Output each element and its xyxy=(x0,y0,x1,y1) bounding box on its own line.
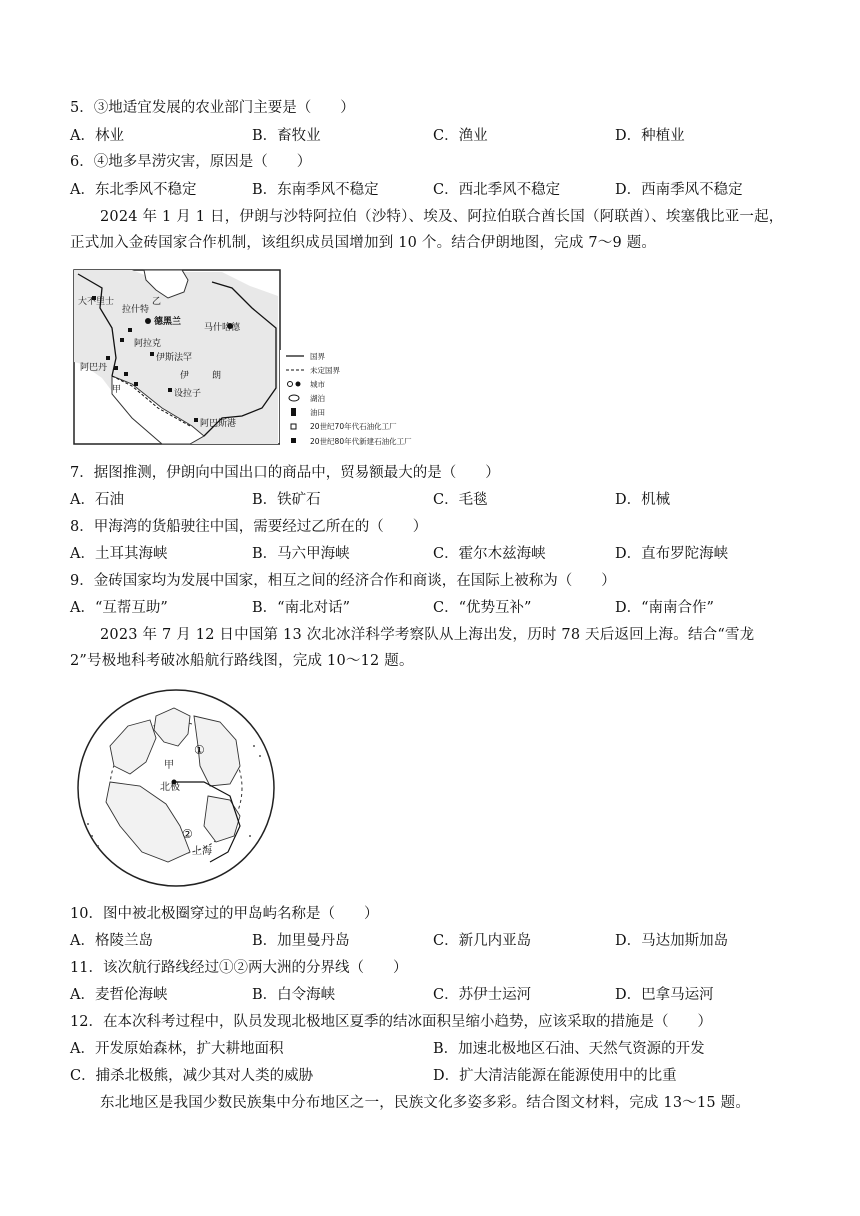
q5-option-d: D．种植业 xyxy=(615,128,685,144)
question-10-stem: 10．图中被北极圈穿过的甲岛屿名称是（ ） xyxy=(70,906,379,922)
iran-map xyxy=(72,268,418,450)
q11-option-c: C．苏伊士运河 xyxy=(433,987,532,1003)
svg-text:20世纪80年代新建石油化工厂: 20世纪80年代新建石油化工厂 xyxy=(310,437,412,446)
iran-passage: 2024 年 1 月 1 日，伊朗与沙特阿拉伯（沙特）、埃及、阿拉伯联合酋长国（阿联酋）、埃塞俄比亚一起，正式加入金砖国家合作机制，该组织成员国增加到 10 个。结合伊朗地图，完成 7～9 题。 xyxy=(70,209,784,251)
svg-text:湖泊: 湖泊 xyxy=(310,394,325,403)
question-12-stem: 12．在本次科考过程中，队员发现北极地区夏季的结冰面积呈缩小趋势，应该采取的措施是（ ） xyxy=(70,1014,712,1030)
q10-option-b: B．加里曼丹岛 xyxy=(252,933,350,949)
label-north-pole: 北极 xyxy=(160,782,180,793)
q7-option-a: A．石油 xyxy=(70,492,124,508)
q5-option-a: A．林业 xyxy=(70,128,124,144)
q8-option-d: D．直布罗陀海峡 xyxy=(615,546,729,562)
question-7-stem: 7．据图推测，伊朗向中国出口的商品中，贸易额最大的是（ ） xyxy=(70,465,500,481)
q12-option-a: A．开发原始森林，扩大耕地面积 xyxy=(70,1041,284,1057)
q12-option-c: C．捕杀北极熊，减少其对人类的威胁 xyxy=(70,1068,314,1084)
svg-text:德黑兰: 德黑兰 xyxy=(154,317,182,327)
svg-text:城市: 城市 xyxy=(310,380,325,389)
svg-text:伊斯法罕: 伊斯法罕 xyxy=(156,353,193,363)
question-6-stem: 6．④地多旱涝灾害，原因是（ ） xyxy=(70,154,312,170)
svg-text:大不里士: 大不里士 xyxy=(78,297,115,307)
svg-text:油田: 油田 xyxy=(310,408,325,417)
q6-option-b: B．东南季风不稳定 xyxy=(252,182,379,198)
q9-option-d: D．“南南合作” xyxy=(615,600,714,616)
svg-text:甲: 甲 xyxy=(112,385,122,395)
svg-text:伊: 伊 xyxy=(180,371,190,381)
q10-option-a: A．格陵兰岛 xyxy=(70,933,153,949)
question-5-stem: 5．③地适宜发展的农业部门主要是（ ） xyxy=(70,100,355,116)
q9-option-a: A．“互帮互助” xyxy=(70,600,168,616)
svg-text:设拉子: 设拉子 xyxy=(174,389,202,399)
q11-option-d: D．巴拿马运河 xyxy=(615,987,714,1003)
q6-option-d: D．西南季风不稳定 xyxy=(615,182,743,198)
question-8-stem: 8．甲海湾的货船驶往中国，需要经过乙所在的（ ） xyxy=(70,519,428,535)
q10-option-d: D．马达加斯加岛 xyxy=(615,933,729,949)
svg-text:国界: 国界 xyxy=(310,352,325,361)
q5-option-c: C．渔业 xyxy=(433,128,488,144)
northeast-passage: 东北地区是我国少数民族集中分布地区之一，民族文化多姿多彩。结合图文材料，完成 13～15 题。 xyxy=(100,1095,751,1111)
q7-option-d: D．机械 xyxy=(615,492,671,508)
q7-option-c: C．毛毯 xyxy=(433,492,488,508)
q12-option-b: B．加速北极地区石油、天然气资源的开发 xyxy=(433,1041,705,1057)
label-continent-1: ① xyxy=(194,743,205,757)
q6-option-c: C．西北季风不稳定 xyxy=(433,182,561,198)
arctic-route-map xyxy=(70,686,282,890)
svg-text:拉什特: 拉什特 xyxy=(122,305,150,315)
svg-text:20世纪70年代石油化工厂: 20世纪70年代石油化工厂 xyxy=(310,422,397,431)
q7-option-b: B．铁矿石 xyxy=(252,492,321,508)
svg-text:乙: 乙 xyxy=(152,297,162,307)
q9-option-b: B．“南北对话” xyxy=(252,600,350,616)
label-continent-2: ② xyxy=(182,827,193,841)
q8-option-b: B．马六甲海峡 xyxy=(252,546,350,562)
svg-text:朗: 朗 xyxy=(212,371,222,381)
svg-text:阿巴斯港: 阿巴斯港 xyxy=(200,419,237,429)
question-11-stem: 11．该次航行路线经过①②两大洲的分界线（ ） xyxy=(70,960,408,976)
q11-option-a: A．麦哲伦海峡 xyxy=(70,987,168,1003)
label-shanghai: 上海 xyxy=(192,846,212,857)
q8-option-a: A．土耳其海峡 xyxy=(70,546,168,562)
q10-option-c: C．新几内亚岛 xyxy=(433,933,532,949)
svg-text:阿巴丹: 阿巴丹 xyxy=(80,363,108,373)
q9-option-c: C．“优势互补” xyxy=(433,600,532,616)
q8-option-c: C．霍尔木兹海峡 xyxy=(433,546,546,562)
svg-text:马什哈德: 马什哈德 xyxy=(204,323,241,333)
q12-option-d: D．扩大清洁能源在能源使用中的比重 xyxy=(433,1068,677,1084)
arctic-passage: 2023 年 7 月 12 日中国第 13 次北冰洋科学考察队从上海出发，历时 78 天后返回上海。结合“雪龙 2”号极地科考破冰船航行路线图，完成 10～12 题。 xyxy=(70,627,755,669)
q11-option-b: B．白令海峡 xyxy=(252,987,336,1003)
svg-text:未定国界: 未定国界 xyxy=(310,366,340,375)
q6-option-a: A．东北季风不稳定 xyxy=(70,182,197,198)
svg-text:阿拉克: 阿拉克 xyxy=(134,339,162,349)
label-jia: 甲 xyxy=(164,760,174,771)
question-9-stem: 9．金砖国家均为发展中国家，相互之间的经济合作和商谈，在国际上被称为（ ） xyxy=(70,573,616,589)
q5-option-b: B．畜牧业 xyxy=(252,128,321,144)
